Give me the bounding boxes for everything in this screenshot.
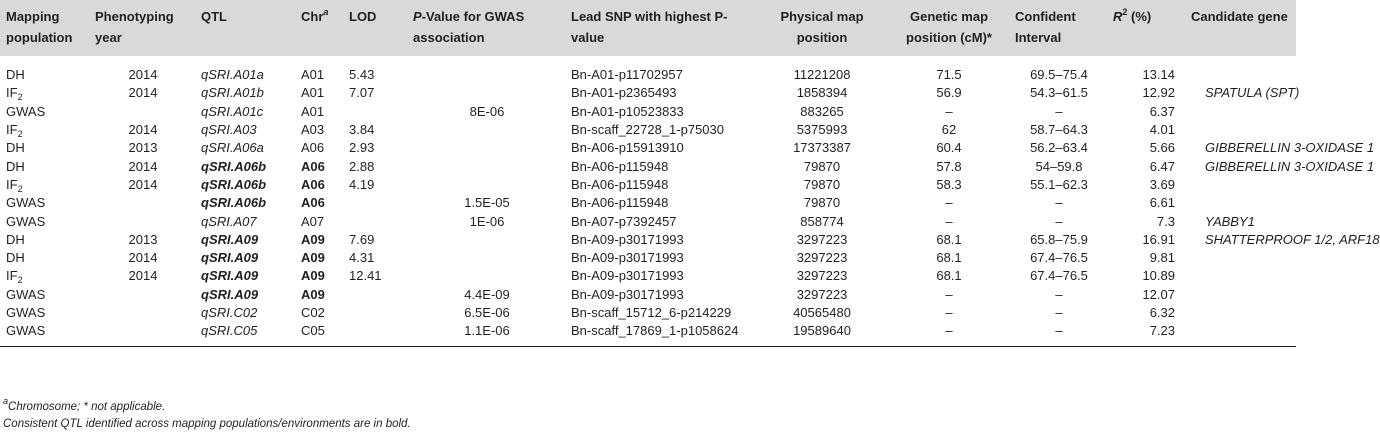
cell-chr: A06 <box>301 158 325 174</box>
cell-candidate-gene <box>1185 322 1296 347</box>
cell-r2: 3.69 <box>1149 176 1175 192</box>
cell-candidate-gene: GIBBERELLIN 3-OXIDASE 1 <box>1205 140 1375 156</box>
cell-pvalue <box>407 121 565 139</box>
cell-genetic-position: 68.1 <box>936 268 962 284</box>
cell-pvalue <box>407 157 565 175</box>
col-pvalue: P-Value for GWAS association <box>407 0 565 56</box>
cell-qtl: qSRI.A06a <box>201 140 264 156</box>
cell-r2: 7.23 <box>1107 322 1185 347</box>
cell-confident-interval: 54.3–61.5 <box>1030 85 1088 101</box>
cell-physical-position: 79870 <box>803 195 841 211</box>
cell-chr: A06 <box>301 140 325 156</box>
cell-confident-interval: – <box>1055 195 1063 211</box>
cell-phenotyping-year: 2014 <box>128 158 158 174</box>
cell-qtl: qSRI.A09 <box>201 268 259 284</box>
cell-mapping-population: DH <box>6 250 25 266</box>
cell-lod: 3.84 <box>349 122 375 138</box>
cell-chr: C05 <box>295 322 343 347</box>
cell-confident-interval: 58.7–64.3 <box>1030 122 1088 138</box>
cell-r2: 6.47 <box>1149 158 1175 174</box>
table-row <box>0 231 1296 249</box>
cell-chr: A03 <box>301 122 325 138</box>
col-qtl: QTL <box>195 0 295 56</box>
cell-confident-interval: 67.4–76.5 <box>1030 250 1088 266</box>
cell-qtl: qSRI.A06b <box>201 158 267 174</box>
cell-phenotyping-year <box>89 286 195 304</box>
cell-lod: 12.41 <box>349 268 382 284</box>
cell-candidate-gene <box>1185 249 1296 267</box>
table-row <box>0 84 1296 102</box>
cell-genetic-position: 60.4 <box>936 140 962 156</box>
cell-phenotyping-year: 2014 <box>128 268 158 284</box>
cell-r2: 6.32 <box>1149 305 1175 320</box>
cell-physical-position: 17373387 <box>793 140 851 156</box>
cell-genetic-position: – <box>945 195 953 211</box>
cell-confident-interval: 65.8–75.9 <box>1030 231 1088 247</box>
col-confident-interval: Confident Interval <box>1009 0 1107 56</box>
cell-qtl: qSRI.A09 <box>201 231 259 247</box>
col-chr: Chr$^a$ <box>295 0 343 56</box>
cell-lod <box>343 286 407 304</box>
cell-qtl: qSRI.A06b <box>201 176 267 192</box>
cell-confident-interval: 67.4–76.5 <box>1030 268 1088 284</box>
cell-qtl: qSRI.A03 <box>201 122 257 138</box>
cell-candidate-gene: YABBY1 <box>1205 213 1255 229</box>
cell-r2: 12.07 <box>1142 286 1175 302</box>
cell-candidate-gene <box>1185 267 1296 285</box>
cell-genetic-position: – <box>945 103 953 119</box>
col-physical-position: Physical map position <box>755 0 887 56</box>
cell-pvalue <box>407 231 565 249</box>
cell-lead-snp: Bn-scaff_15712_6-p214229 <box>571 305 732 320</box>
col-mapping-population: Mapping population <box>0 0 89 56</box>
cell-r2: 16.91 <box>1142 231 1175 247</box>
cell-r2: 6.61 <box>1149 195 1175 211</box>
cell-physical-position: 79870 <box>803 176 841 192</box>
cell-phenotyping-year <box>89 103 195 121</box>
cell-lead-snp: Bn-A01-p2365493 <box>571 85 677 101</box>
cell-pvalue <box>407 56 565 84</box>
cell-genetic-position: 68.1 <box>936 250 962 266</box>
cell-physical-position: 1858394 <box>796 85 848 101</box>
cell-mapping-population: GWAS <box>6 305 46 320</box>
cell-chr: A01 <box>301 67 325 83</box>
cell-phenotyping-year <box>89 304 195 322</box>
cell-qtl: qSRI.A01b <box>201 85 264 101</box>
table-row <box>0 304 1296 322</box>
cell-lod: 5.43 <box>349 67 375 83</box>
cell-lead-snp: Bn-A09-p30171993 <box>571 231 684 247</box>
table-row <box>0 121 1296 139</box>
cell-chr: A09 <box>301 268 325 284</box>
cell-physical-position: 3297223 <box>796 250 848 266</box>
cell-lod: 4.31 <box>349 250 375 266</box>
cell-candidate-gene <box>1185 304 1296 322</box>
cell-confident-interval: 54–59.8 <box>1035 158 1083 174</box>
cell-lead-snp: Bn-A06-p15913910 <box>571 140 684 156</box>
cell-qtl: qSRI.A09 <box>201 250 259 266</box>
table-row <box>0 139 1296 157</box>
cell-lod: 2.93 <box>349 140 375 156</box>
cell-confident-interval: – <box>1055 103 1063 119</box>
cell-genetic-position: 58.3 <box>936 176 962 192</box>
table-row <box>0 212 1296 230</box>
cell-chr: A07 <box>301 213 325 229</box>
cell-lead-snp: Bn-A09-p30171993 <box>571 250 684 266</box>
cell-qtl: qSRI.A07 <box>201 213 257 229</box>
cell-pvalue: 1.5E-05 <box>464 195 510 211</box>
cell-physical-position: 3297223 <box>796 268 848 284</box>
cell-phenotyping-year: 2014 <box>128 250 158 266</box>
cell-phenotyping-year: 2014 <box>128 176 158 192</box>
cell-qtl: qSRI.A06b <box>201 195 267 211</box>
col-phenotyping-year: Phenotyping year <box>89 0 195 56</box>
table-footnotes <box>3 396 411 433</box>
cell-lead-snp: Bn-A06-p115948 <box>571 158 669 174</box>
cell-candidate-gene: SHATTERPROOF 1/2, ARF18 <box>1205 231 1380 247</box>
cell-genetic-position: – <box>945 305 953 320</box>
cell-lead-snp: Bn-A01-p11702957 <box>571 67 683 83</box>
table-row <box>0 56 1296 84</box>
cell-phenotyping-year: 2014 <box>128 122 158 138</box>
cell-genetic-position: 62 <box>941 122 957 138</box>
cell-lod <box>343 103 407 121</box>
cell-lead-snp: Bn-A01-p10523833 <box>571 103 684 119</box>
cell-physical-position: 11221208 <box>793 67 851 83</box>
cell-physical-position: 3297223 <box>796 286 848 302</box>
cell-chr: A06 <box>301 176 325 192</box>
cell-r2: 5.66 <box>1149 140 1175 156</box>
cell-lod <box>343 212 407 230</box>
cell-pvalue <box>407 139 565 157</box>
cell-r2: 13.14 <box>1142 67 1175 83</box>
cell-lod <box>343 194 407 212</box>
cell-physical-position: 883265 <box>800 103 844 119</box>
cell-pvalue <box>407 176 565 194</box>
cell-candidate-gene <box>1185 56 1296 84</box>
cell-r2: 4.01 <box>1149 122 1175 138</box>
cell-mapping-population: DH <box>6 140 25 156</box>
cell-qtl: qSRI.A09 <box>201 286 259 302</box>
table-row <box>0 267 1296 285</box>
table-row <box>0 194 1296 212</box>
cell-pvalue: 1.1E-06 <box>407 322 565 347</box>
cell-candidate-gene <box>1185 176 1296 194</box>
cell-mapping-population: GWAS <box>6 195 46 211</box>
cell-phenotyping-year <box>89 322 195 347</box>
cell-genetic-position: 71.5 <box>936 67 962 83</box>
cell-chr: A06 <box>301 195 325 211</box>
table-row <box>0 249 1296 267</box>
cell-candidate-gene: GIBBERELLIN 3-OXIDASE 1 <box>1205 158 1375 174</box>
cell-candidate-gene: SPATULA (SPT) <box>1205 85 1300 101</box>
cell-candidate-gene <box>1185 103 1296 121</box>
cell-confident-interval: – <box>1055 213 1063 229</box>
cell-phenotyping-year: 2014 <box>128 67 158 83</box>
cell-chr: A09 <box>301 286 325 302</box>
cell-lead-snp: Bn-A06-p115948 <box>571 195 669 211</box>
cell-confident-interval: – <box>1055 305 1063 320</box>
cell-lead-snp: Bn-A06-p115948 <box>571 176 669 192</box>
cell-genetic-position: – <box>945 213 953 229</box>
cell-chr: A01 <box>301 85 325 101</box>
table-row <box>0 157 1296 175</box>
cell-phenotyping-year: 2013 <box>128 231 158 247</box>
cell-mapping-population: DH <box>6 158 25 174</box>
cell-confident-interval: – <box>1009 322 1107 347</box>
cell-mapping-population: $IF_2$ <box>6 268 23 286</box>
cell-mapping-population: GWAS <box>6 286 46 302</box>
cell-qtl: qSRI.C05 <box>195 322 295 347</box>
cell-pvalue: 8E-06 <box>469 103 505 119</box>
cell-mapping-population: GWAS <box>0 322 89 347</box>
cell-qtl: qSRI.A01c <box>201 103 264 119</box>
cell-mapping-population: $IF_2$ <box>6 122 23 140</box>
cell-phenotyping-year: 2013 <box>128 140 158 156</box>
cell-lod: 7.07 <box>349 85 375 101</box>
cell-lead-snp: Bn-scaff_17869_1-p1058624 <box>565 322 755 347</box>
table-row <box>0 286 1296 304</box>
table-body <box>0 56 1380 347</box>
cell-mapping-population: DH <box>6 67 25 83</box>
cell-qtl: qSRI.A01a <box>201 67 264 83</box>
cell-mapping-population: GWAS <box>6 213 46 229</box>
cell-pvalue <box>407 267 565 285</box>
cell-mapping-population: GWAS <box>6 103 46 119</box>
cell-lod <box>343 304 407 322</box>
cell-candidate-gene <box>1185 286 1296 304</box>
cell-r2: 12.92 <box>1142 85 1175 101</box>
col-genetic-position: Genetic map position (cM)* <box>887 0 1009 56</box>
cell-confident-interval: – <box>1055 286 1063 302</box>
cell-physical-position: 19589640 <box>755 322 887 347</box>
cell-lod: 4.19 <box>349 176 375 192</box>
cell-phenotyping-year <box>89 212 195 230</box>
cell-chr: A01 <box>301 103 325 119</box>
cell-physical-position: 3297223 <box>796 231 848 247</box>
cell-phenotyping-year: 2014 <box>128 85 158 101</box>
table-row <box>0 103 1296 121</box>
cell-r2: 7.3 <box>1156 213 1175 229</box>
cell-mapping-population: DH <box>6 231 25 247</box>
footnote-bold-qtl: Consistent QTL identified across mapping populations/environments are in bold. <box>3 418 411 430</box>
col-lod: LOD <box>343 0 407 56</box>
cell-physical-position: 40565480 <box>793 305 851 320</box>
cell-genetic-position: 56.9 <box>936 85 962 101</box>
col-candidate-gene: Candidate gene <box>1185 0 1296 56</box>
cell-physical-position: 79870 <box>803 158 841 174</box>
cell-pvalue <box>407 84 565 102</box>
cell-mapping-population: $IF_2$ <box>6 176 23 194</box>
cell-phenotyping-year <box>89 194 195 212</box>
cell-pvalue <box>407 249 565 267</box>
cell-genetic-position: 57.8 <box>936 158 962 174</box>
cell-confident-interval: 69.5–75.4 <box>1030 67 1088 83</box>
cell-pvalue: 6.5E-06 <box>464 305 510 320</box>
cell-candidate-gene <box>1185 194 1296 212</box>
cell-physical-position: 858774 <box>800 213 844 229</box>
cell-lead-snp: Bn-A09-p30171993 <box>571 268 684 284</box>
cell-chr: A09 <box>301 231 325 247</box>
cell-genetic-position: – <box>887 322 1009 347</box>
cell-lead-snp: Bn-scaff_22728_1-p75030 <box>571 122 724 138</box>
cell-candidate-gene <box>1185 121 1296 139</box>
cell-chr: A09 <box>301 250 325 266</box>
cell-qtl: qSRI.C02 <box>201 305 258 320</box>
cell-confident-interval: 55.1–62.3 <box>1030 176 1088 192</box>
table-header <box>0 0 1296 56</box>
cell-r2: 10.89 <box>1142 268 1175 284</box>
table-row <box>0 176 1296 194</box>
cell-r2: 6.37 <box>1149 103 1175 119</box>
cell-lod: 2.88 <box>349 158 375 174</box>
table-row <box>0 322 1296 347</box>
cell-r2: 9.81 <box>1149 250 1175 266</box>
cell-pvalue: 4.4E-09 <box>464 286 510 302</box>
cell-lod <box>343 322 407 347</box>
cell-genetic-position: – <box>945 286 953 302</box>
footnote-chromosome: $^a$Chromosome; * not applicable. <box>3 396 166 413</box>
cell-mapping-population: $IF_2$ <box>6 85 23 103</box>
cell-chr: C02 <box>301 305 325 320</box>
cell-lead-snp: Bn-A09-p30171993 <box>571 286 684 302</box>
cell-confident-interval: 56.2–63.4 <box>1030 140 1088 156</box>
cell-genetic-position: 68.1 <box>936 231 962 247</box>
cell-lod: 7.69 <box>349 231 375 247</box>
cell-pvalue: 1E-06 <box>469 213 505 229</box>
cell-lead-snp: Bn-A07-p7392457 <box>571 213 677 229</box>
col-lead-snp: Lead SNP with highest P-value <box>565 0 755 56</box>
col-r2: $R^2$ (%) <box>1107 0 1185 56</box>
cell-physical-position: 5375993 <box>796 122 848 138</box>
